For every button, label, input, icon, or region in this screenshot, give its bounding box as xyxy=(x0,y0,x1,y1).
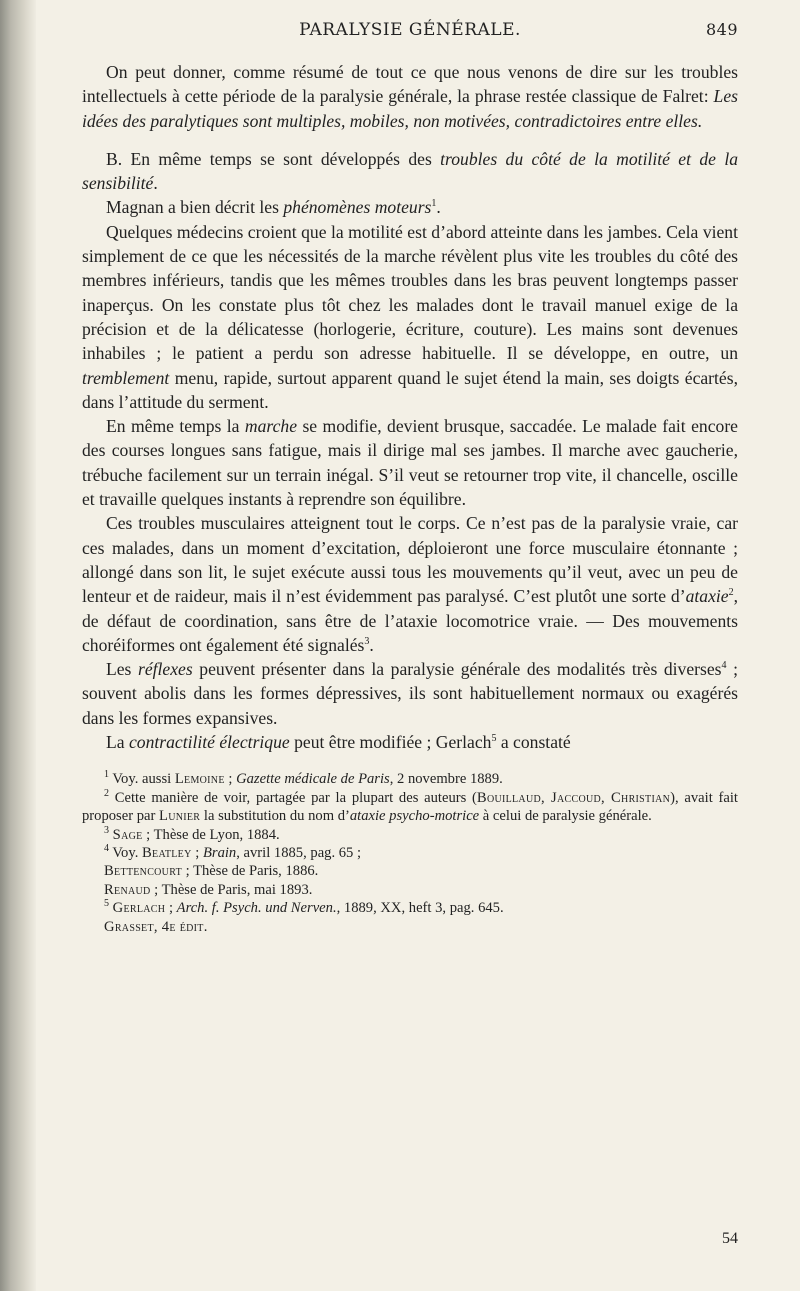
paragraph-reflexes xyxy=(82,657,738,730)
paragraph-motility xyxy=(82,220,738,414)
emphasis: réflexes xyxy=(137,659,193,680)
text-run: ; Thèse de Lyon, 1884. xyxy=(142,826,280,843)
footnote-4-line-3 xyxy=(82,881,738,899)
footnote-number: 3 xyxy=(104,824,109,836)
text-run: se modifie, devient brusque, saccadée. Le malade fait encore des courses longues sans fatigue, mais il dirige mal ses jambes. Il marche avec gaucherie, trébuche facilement sur un terrain inégal. S’il veut se retourner trop vite, il chancelle, oscille et travaille quelques instants à reprendre son équilibre. xyxy=(82,416,738,510)
printer-mark: Grasset, 4e édit. xyxy=(104,918,208,935)
footnote-number: 5 xyxy=(104,898,109,910)
author-name: Sage xyxy=(112,826,143,843)
emphasis: ataxie xyxy=(685,586,729,607)
book-page xyxy=(82,20,738,1280)
text-run: , 2 novembre 1889. xyxy=(389,771,503,788)
text-run: En même temps la xyxy=(106,416,245,437)
footnotes xyxy=(82,770,738,936)
section-b-title: troubles du côté de la motilité et de la sensibilité xyxy=(82,148,738,194)
author-name: Bettencourt xyxy=(104,863,182,880)
text-run: Magnan a bien décrit les xyxy=(106,197,284,218)
printer-signature xyxy=(82,918,738,936)
text-run: la substitution du nom d’ xyxy=(200,808,350,825)
text-run: ; souvent abolis dans les formes dépressives, ils sont habituellement normaux ou exagérés dans les formes expansives. xyxy=(82,659,738,728)
footnote-number: 1 xyxy=(104,769,109,781)
footnote-4-line-2 xyxy=(82,862,738,880)
page-number: 849 xyxy=(705,20,738,39)
footnote-ref: 2 xyxy=(728,587,734,599)
text-run: ; Thèse de Paris, mai 1893. xyxy=(150,881,313,898)
text-run: On peut donner, comme résumé de tout ce que nous venons de dire sur les troubles intellectuels à cette période de la paralysie générale, la phrase restée classique de Falret: xyxy=(82,62,738,107)
author-name: Renaud xyxy=(104,881,151,898)
emphasis: marche xyxy=(244,416,298,437)
text-run: peuvent présenter dans la paralysie générale des modalités très diverses xyxy=(192,659,722,680)
paragraph-summary xyxy=(82,60,738,133)
paragraph-magnan xyxy=(82,195,738,219)
author-name: Lemoine xyxy=(174,771,225,788)
author-name: Beatley xyxy=(142,844,192,861)
journal-title: Gazette médicale de Paris xyxy=(236,771,390,788)
text-run: La xyxy=(106,732,129,753)
footnote-number: 4 xyxy=(104,843,109,855)
text-run: . xyxy=(369,634,374,655)
footnote-ref: 1 xyxy=(431,198,437,210)
journal-title: Brain xyxy=(202,844,237,861)
text-run: , avril 1885, pag. 65 ; xyxy=(236,844,362,861)
sheet-signature: 54 xyxy=(722,1230,738,1247)
text-run: Quelques médecins croient que la motilité est d’abord atteinte dans les jambes. Cela vient simplement de ce que les nécessités de la marche révèlent plus vite les troubles du côté des membres inférieurs, tandis que les mêmes troubles dans les bras peuvent longtemps passer inaperçus. On les constate plus tôt chez les malades dont le travail manuel exige de la précision et de la délicatesse (horlogerie, écriture, couture). Les mains sont devenues inhabiles ; le patient a perdu son adresse habituelle. Il se développe, en outre, un xyxy=(82,221,738,364)
author-name: Gerlach xyxy=(112,900,166,917)
paragraph-muscular xyxy=(82,511,738,657)
text-run: Ces troubles musculaires atteignent tout le corps. Ce n’est pas de la paralysie vraie, car ces malades, dans un moment d’excitation, déploieront une force musculaire étonnante ; allongé dans son lit, le sujet exécute aussi tous les mouvements qu’il veut, avec un peu de lenteur et de raideur, mais il n’est évidemment pas paralysé. C’est plutôt une sorte d’ xyxy=(82,513,738,607)
author-name: Lunier xyxy=(159,808,201,825)
text-run: Cette manière de voir, partagée par la plupart des auteurs ( xyxy=(114,789,477,806)
footnote-4 xyxy=(82,844,738,862)
text-run: ; xyxy=(165,900,177,917)
footnote-ref: 4 xyxy=(721,660,727,672)
footnote-ref: 5 xyxy=(491,733,497,745)
text-run: . xyxy=(436,197,441,218)
emphasis: phénomènes moteurs xyxy=(283,197,432,218)
text-run: peut être modifiée ; Gerlach xyxy=(289,732,492,753)
text-run: menu, rapide, surtout apparent quand le sujet étend la main, ses doigts écartés, dans l’attitude du serment. xyxy=(82,367,738,412)
text-run: à celui de paralysie générale. xyxy=(479,808,652,825)
footnote-number: 2 xyxy=(104,787,109,799)
text-run: , 1889, XX, heft 3, pag. 645. xyxy=(336,900,504,917)
binding-gutter xyxy=(0,0,36,1291)
running-head xyxy=(82,20,738,48)
falret-quote: Les idées des paralytiques sont multiples, mobiles, non motivées, contradictoires entre elles. xyxy=(82,86,738,131)
footnote-1 xyxy=(82,770,738,788)
paragraph-section-b xyxy=(82,147,738,196)
text-run: Voy. aussi xyxy=(112,771,175,788)
footnote-3 xyxy=(82,826,738,844)
text-run: , de défaut de coordination, sans être de l’ataxie locomotrice vraie. — Des mouvements choréiformes ont également été signalés xyxy=(82,586,738,655)
text-run: B. En même temps se sont développés des xyxy=(106,148,441,169)
text-run: ; Thèse de Paris, 1886. xyxy=(181,863,319,880)
text-run: ), avait fait proposer par xyxy=(82,789,738,825)
text-run: ; xyxy=(191,844,203,861)
text-run: Voy. xyxy=(112,844,142,861)
footnote-ref: 3 xyxy=(364,635,370,647)
paragraph-contractility xyxy=(82,730,738,754)
text-run: ; xyxy=(224,771,237,788)
footnote-5 xyxy=(82,899,738,917)
text-run: Les xyxy=(106,659,138,680)
journal-title: Arch. f. Psych. und Nerven. xyxy=(176,900,337,917)
text-run: a constaté xyxy=(496,732,571,753)
text-run: . xyxy=(153,173,158,194)
paragraph-gait xyxy=(82,414,738,511)
main-text xyxy=(82,60,738,754)
emphasis: contractilité électrique xyxy=(128,732,290,753)
author-name: Bouillaud, Jaccoud, Christian xyxy=(476,789,671,806)
footnote-2 xyxy=(82,789,738,826)
emphasis: ataxie psycho-motrice xyxy=(349,808,480,825)
running-title: PARALYSIE GÉNÉRALE. xyxy=(299,20,521,40)
emphasis: tremblement xyxy=(82,367,170,388)
